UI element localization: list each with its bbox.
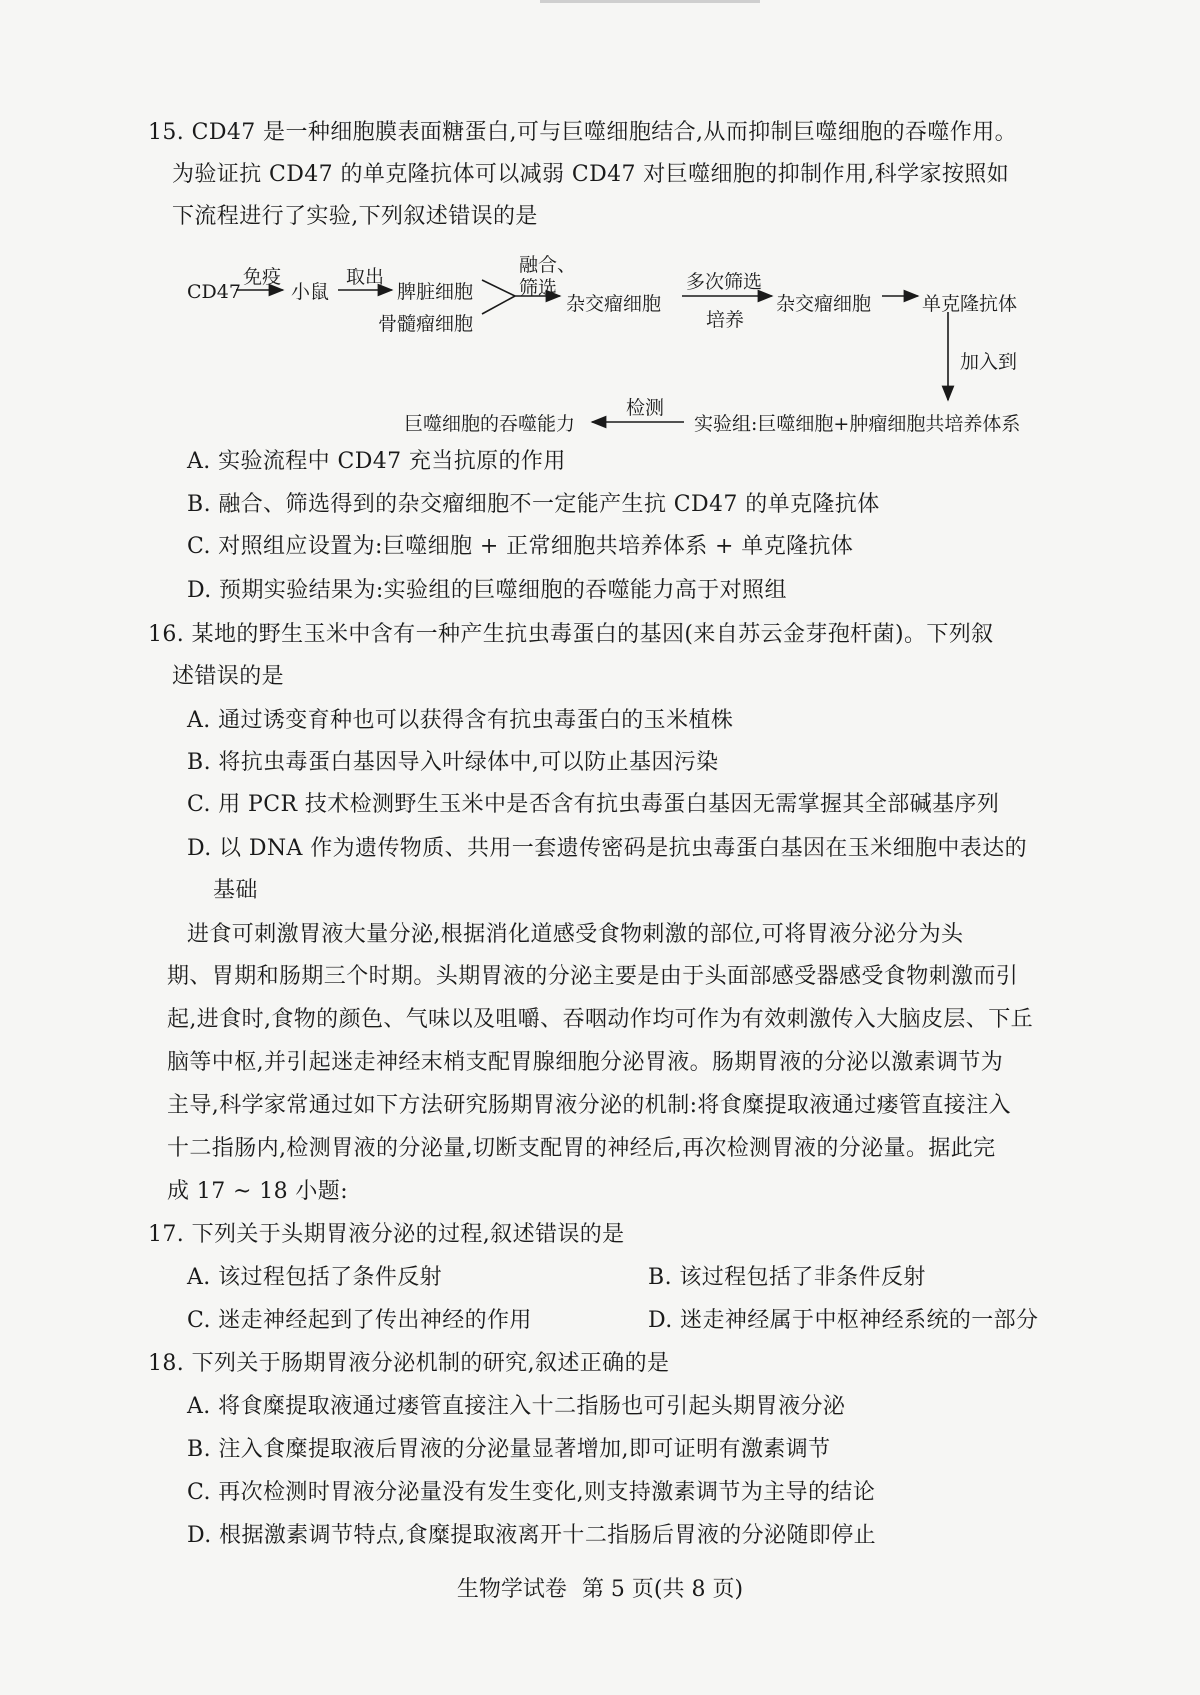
flow-hybridoma-2: 杂交瘤细胞 xyxy=(776,293,872,315)
flow-hybridoma-1: 杂交瘤细胞 xyxy=(566,293,662,315)
q16-option-c: C. 用 PCR 技术检测野生玉米中是否含有抗虫毒蛋白基因无需掌握其全部碱基序列 xyxy=(187,792,1000,817)
q16-stem-line-2: 述错误的是 xyxy=(172,664,285,689)
flow-label-screen: 多次筛选 xyxy=(686,271,763,293)
q18-option-c: C. 再次检测时胃液分泌量没有发生变化,则支持激素调节为主导的结论 xyxy=(187,1480,876,1505)
footer-subject: 生物学试卷 xyxy=(456,1577,567,1602)
q18-stem: 18. 下列关于肠期胃液分泌机制的研究,叙述正确的是 xyxy=(148,1351,670,1376)
flow-label-add: 加入到 xyxy=(960,351,1018,373)
passage-line-5: 主导,科学家常通过如下方法研究肠期胃液分泌的机制:将食糜提取液通过瘘管直接注入 xyxy=(167,1093,1012,1118)
q16-option-b: B. 将抗虫毒蛋白基因导入叶绿体中,可以防止基因污染 xyxy=(187,750,719,775)
q15-option-a: A. 实验流程中 CD47 充当抗原的作用 xyxy=(187,449,566,474)
flow-monoclonal-antibody: 单克隆抗体 xyxy=(922,293,1018,315)
merge-lines xyxy=(482,280,515,314)
passage-line-3: 起,进食时,食物的颜色、气味以及咀嚼、吞咽动作均可作为有效刺激传入大脑皮层、下丘 xyxy=(167,1007,1033,1032)
flow-label-fuse-1: 融合、 xyxy=(519,254,577,276)
q17-option-b: B. 该过程包括了非条件反射 xyxy=(648,1265,926,1290)
footer-page-number: 第 5 页(共 8 页) xyxy=(581,1577,744,1602)
q18-option-b: B. 注入食糜提取液后胃液的分泌量显著增加,即可证明有激素调节 xyxy=(187,1437,831,1462)
flow-experiment-group: 实验组:巨噬细胞+肿瘤细胞共培养体系 xyxy=(694,413,1021,435)
q18-option-d: D. 根据激素调节特点,食糜提取液离开十二指肠后胃液的分泌随即停止 xyxy=(187,1523,877,1548)
flow-phagocytic-ability: 巨噬细胞的吞噬能力 xyxy=(404,413,576,435)
q15-option-b: B. 融合、筛选得到的杂交瘤细胞不一定能产生抗 CD47 的单克隆抗体 xyxy=(187,492,880,517)
flow-spleen-cells: 脾脏细胞 xyxy=(397,281,474,303)
q16-option-a: A. 通过诱变育种也可以获得含有抗虫毒蛋白的玉米植株 xyxy=(187,708,734,733)
flow-cd47: CD47 xyxy=(187,281,241,303)
q15-option-c: C. 对照组应设置为:巨噬细胞 + 正常细胞共培养体系 + 单克隆抗体 xyxy=(187,534,854,559)
q17-option-a: A. 该过程包括了条件反射 xyxy=(187,1265,443,1290)
passage-line-6: 十二指肠内,检测胃液的分泌量,切断支配胃的神经后,再次检测胃液的分泌量。据此完 xyxy=(167,1136,996,1161)
passage-line-2: 期、胃期和肠期三个时期。头期胃液的分泌主要是由于头面部感受器感受食物刺激而引 xyxy=(167,964,1019,989)
flow-mouse: 小鼠 xyxy=(291,281,330,303)
q15-stem-line-1: 15. CD47 是一种细胞膜表面糖蛋白,可与巨噬细胞结合,从而抑制巨噬细胞的吞噬作用。 xyxy=(148,120,1018,145)
passage-line-7: 成 17 ~ 18 小题: xyxy=(167,1179,349,1204)
flow-myeloma-cells: 骨髓瘤细胞 xyxy=(378,313,474,335)
flow-label-remove: 取出 xyxy=(346,266,385,288)
q18-option-a: A. 将食糜提取液通过瘘管直接注入十二指肠也可引起头期胃液分泌 xyxy=(187,1394,846,1419)
passage-line-1: 进食可刺激胃液大量分泌,根据消化道感受食物刺激的部位,可将胃液分泌分为头 xyxy=(187,922,964,947)
flow-label-detect: 检测 xyxy=(626,397,665,419)
q16-option-d-cont: 基础 xyxy=(213,878,258,903)
passage-line-4: 脑等中枢,并引起迷走神经末梢支配胃腺细胞分泌胃液。肠期胃液的分泌以激素调节为 xyxy=(167,1050,1004,1075)
q15-stem-line-3: 下流程进行了实验,下列叙述错误的是 xyxy=(172,204,538,229)
q16-stem-line-1: 16. 某地的野生玉米中含有一种产生抗虫毒蛋白的基因(来自苏云金芽孢杆菌)。下列叙 xyxy=(148,622,994,647)
q15-stem-line-2: 为验证抗 CD47 的单克隆抗体可以减弱 CD47 对巨噬细胞的抑制作用,科学家按照如 xyxy=(172,162,1010,187)
flow-label-culture: 培养 xyxy=(706,309,745,331)
scan-mark xyxy=(540,0,760,3)
q16-option-d: D. 以 DNA 作为遗传物质、共用一套遗传密码是抗虫毒蛋白基因在玉米细胞中表达的 xyxy=(187,836,1028,861)
page-footer xyxy=(0,1575,1200,1605)
q17-option-d: D. 迷走神经属于中枢神经系统的一部分 xyxy=(648,1308,1039,1333)
flow-label-immunize: 免疫 xyxy=(243,266,282,288)
q17-option-c: C. 迷走神经起到了传出神经的作用 xyxy=(187,1308,532,1333)
flow-label-fuse-2: 筛选 xyxy=(519,277,558,299)
q17-stem: 17. 下列关于头期胃液分泌的过程,叙述错误的是 xyxy=(148,1222,625,1247)
q15-option-d: D. 预期实验结果为:实验组的巨噬细胞的吞噬能力高于对照组 xyxy=(187,578,787,603)
